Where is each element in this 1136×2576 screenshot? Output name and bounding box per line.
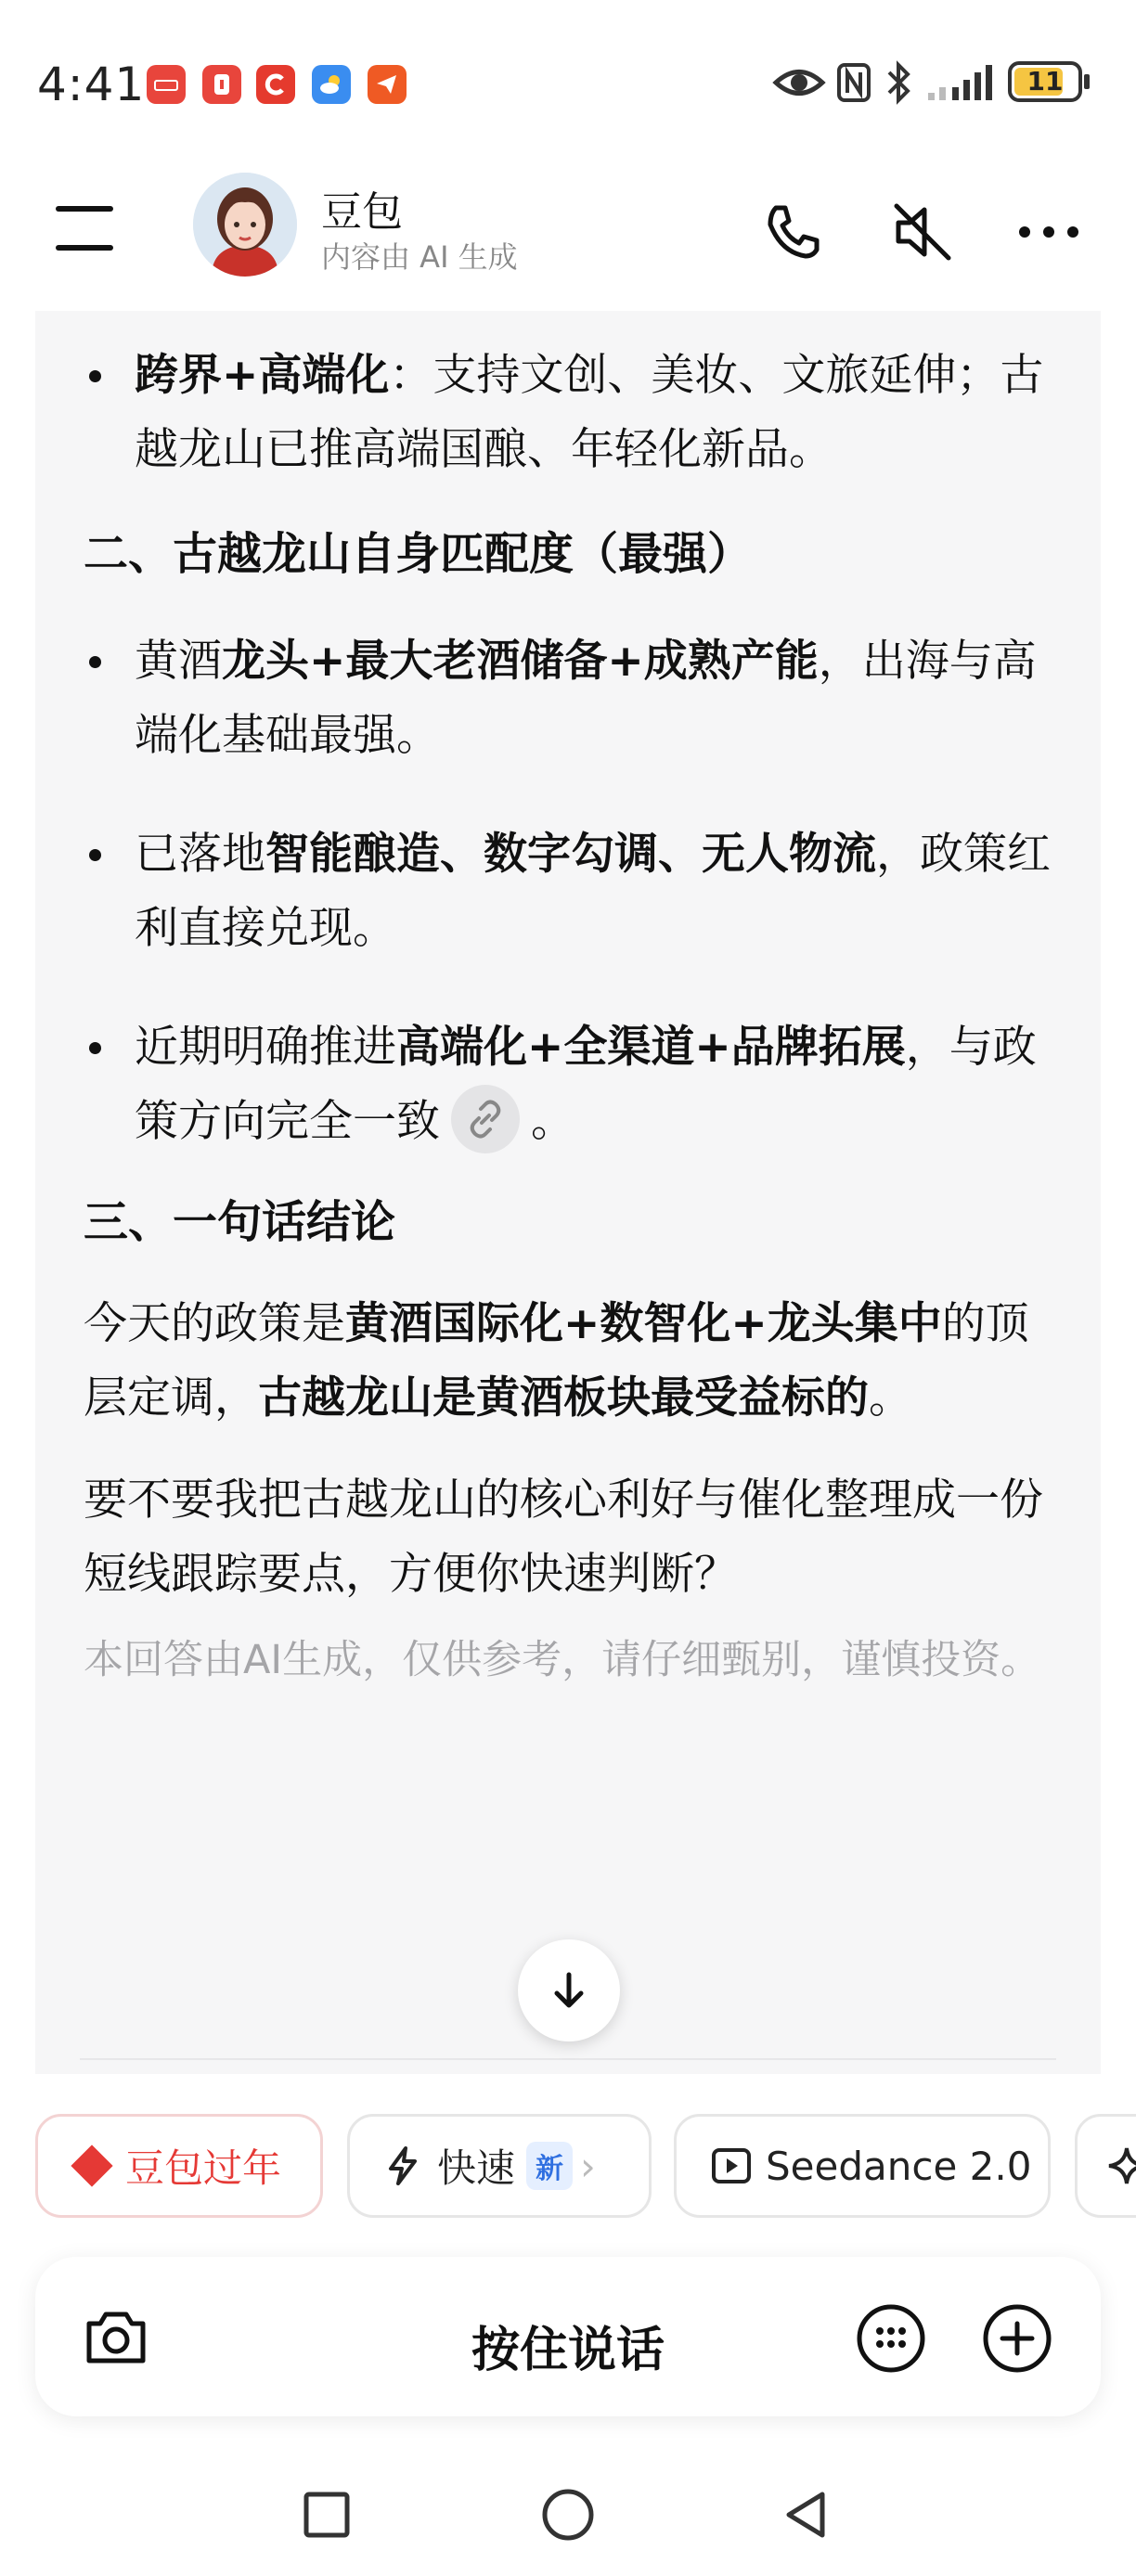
status-bar (0, 0, 1136, 167)
send-app-icon (368, 65, 407, 104)
bullet-text: ，政策红利直接兑现。 (135, 829, 1051, 954)
phone-icon[interactable] (755, 195, 830, 269)
lightning-icon (381, 2145, 424, 2187)
bullet-bold: 高端化+全渠道+品牌拓展 (396, 1022, 906, 1073)
signal-icon (924, 59, 995, 106)
ai-generated-label: 内容由 AI 生成 (321, 239, 518, 275)
bullet-text: 近期明确推进 (135, 1022, 396, 1073)
nfc-icon (835, 59, 872, 106)
fu-icon (68, 2142, 116, 2190)
chip-more[interactable] (1075, 2114, 1136, 2218)
chip-label: 豆包过年 (125, 2145, 282, 2191)
assistant-message (84, 311, 1058, 1686)
chip-label: Seedance 2.0 (766, 2143, 1032, 2189)
menu-button[interactable] (56, 204, 115, 260)
more-icon[interactable] (1012, 195, 1086, 269)
input-bar (35, 2257, 1101, 2416)
battery-icon (1008, 61, 1082, 102)
list-item (84, 1011, 1058, 1159)
chip-label: 快速 (437, 2145, 516, 2191)
followup-question: 要不要我把古越龙山的核心利好与催化整理成一份短线跟踪要点，方便你快速判断？ (84, 1475, 1043, 1600)
eye-icon (772, 59, 826, 106)
chevron-right-icon: › (580, 2143, 596, 2189)
bullet-bold: 龙头+最大老酒储备+成熟产能 (222, 636, 819, 687)
list-item (84, 339, 1058, 487)
ai-disclaimer: 本回答由AI生成，仅供参考，请仔细甄别，谨慎投资。 (84, 1637, 1041, 1683)
scroll-to-bottom-button[interactable] (518, 1939, 620, 2041)
system-nav-bar (0, 2468, 1136, 2576)
speaker-muted-icon[interactable] (885, 195, 960, 269)
bullet-text: ，与政策方向完全一致 (135, 1022, 1037, 1147)
add-icon[interactable] (980, 2301, 1054, 2376)
c-app-icon (256, 65, 295, 104)
bullet-text: ，出海与高端化基础最强。 (135, 636, 1037, 761)
emoji-icon[interactable] (854, 2301, 928, 2376)
chip-seedance[interactable] (674, 2114, 1051, 2218)
bullet-bold: 跨界+高端化 (135, 350, 390, 401)
bot-name: 豆包 (321, 188, 403, 236)
new-badge: 新 (526, 2142, 573, 2190)
chip-doubao-new-year[interactable] (35, 2114, 323, 2218)
bullet-text: 已落地 (135, 829, 265, 880)
paragraph-text: 的顶层定调， (84, 1298, 1029, 1423)
message-panel (35, 311, 1101, 2074)
bullet-bold: 智能酿造、数字勾调、无人物流 (265, 829, 876, 880)
app-badge-icon (202, 65, 241, 104)
section-heading-2: 二、古越龙山自身匹配度（最强） (84, 528, 753, 580)
huawei-app-icon (147, 65, 186, 104)
paragraph-text: 。 (869, 1372, 912, 1423)
divider (80, 2058, 1056, 2060)
source-link-icon[interactable] (451, 1085, 520, 1153)
list-item (84, 625, 1058, 773)
sparkle-icon (1105, 2145, 1136, 2187)
status-time: 4:41 (37, 58, 146, 111)
chat-header (0, 167, 1136, 306)
chip-fast-mode[interactable] (347, 2114, 652, 2218)
avatar[interactable] (193, 173, 297, 277)
hold-to-talk-button[interactable]: 按住说话 (471, 2323, 665, 2378)
conclusion-paragraph (84, 1287, 1058, 1436)
bluetooth-icon (884, 59, 913, 106)
paragraph-bold: 古越龙山是黄酒板块最受益标的 (258, 1372, 869, 1423)
list-item (84, 818, 1058, 966)
bullet-text: 黄酒 (135, 636, 222, 687)
home-button[interactable] (538, 2485, 598, 2544)
bullet-text: ：支持文创、美妆、文旅延伸；古越龙山已推高端国酿、年轻化新品。 (135, 350, 1044, 475)
recent-apps-button[interactable] (299, 2487, 355, 2543)
paragraph-bold: 黄酒国际化+数智化+龙头集中 (345, 1298, 942, 1349)
paragraph-text: 今天的政策是 (84, 1298, 345, 1349)
bullet-text: 。 (531, 1096, 574, 1147)
section-heading-3: 三、一句话结论 (84, 1196, 396, 1248)
arrow-down-icon (546, 1967, 592, 2014)
weather-icon (312, 65, 351, 104)
back-button[interactable] (780, 2487, 835, 2543)
quick-actions-row (0, 2114, 1136, 2222)
battery-level: 11 (1026, 66, 1064, 97)
video-icon (710, 2145, 753, 2187)
